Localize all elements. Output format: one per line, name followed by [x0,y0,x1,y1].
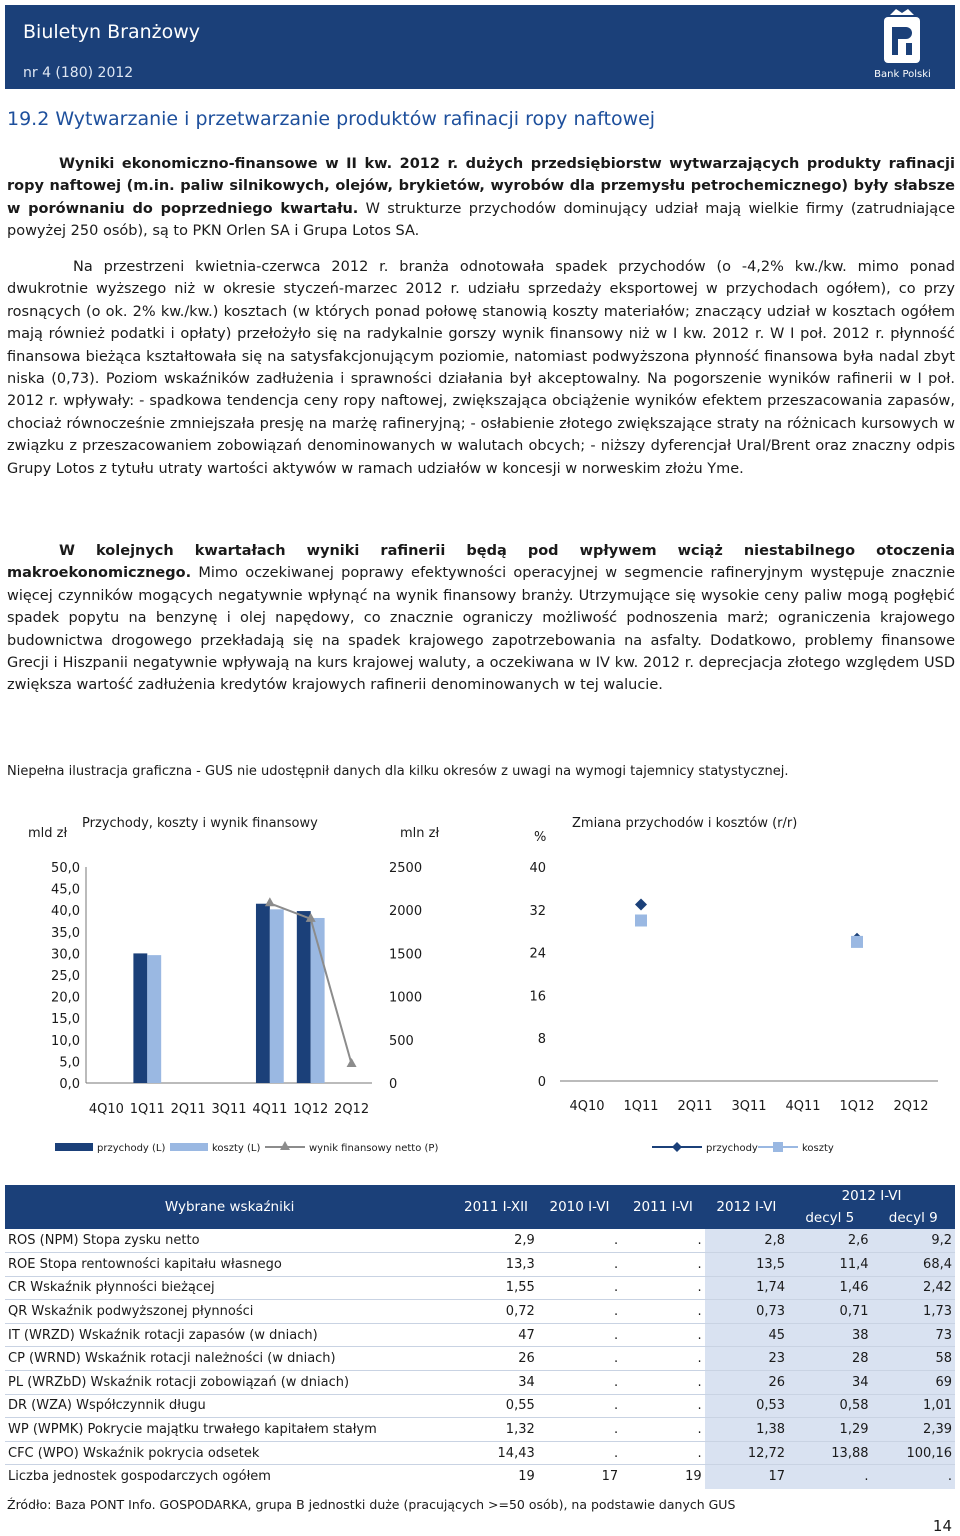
row-value: 2,6 [788,1229,871,1253]
row-value: 0,55 [454,1394,537,1418]
table-row [5,1347,955,1371]
row-value: . [621,1394,704,1418]
row-value: . [538,1300,621,1324]
row-value: . [788,1465,871,1489]
row-value: 68,4 [872,1253,956,1277]
chart1-left-tick: 15,0 [51,1012,80,1028]
legend-cost: koszty (L) [212,1143,261,1154]
paragraph-3-lead: W kolejnych kwartałach wyniki rafinerii będą pod wpływem wciąż niestabilnego otoczenia makroekonomicznego. [7,543,955,582]
row-value: 0,58 [788,1394,871,1418]
row-label: DR (WZA) Współczynnik długu [5,1394,454,1418]
paragraph-1 [7,153,955,243]
legend-revenue: przychody (L) [97,1143,166,1154]
chart1-bar-revenue [256,904,270,1083]
issue-number: nr 4 (180) 2012 [23,65,134,81]
chart2-x-tick: 2Q11 [677,1099,713,1114]
row-value: 34 [788,1371,871,1395]
row-value: 13,3 [454,1253,537,1277]
table-row [5,1418,955,1442]
row-value: 38 [788,1323,871,1347]
chart1-right-tick: 0 [389,1077,398,1092]
table-row [5,1371,955,1395]
chart1-x-tick: 1Q11 [129,1102,165,1117]
row-value: 58 [872,1347,956,1371]
chart1-net-result-point [265,897,275,906]
col-decile-9: decyl 9 [872,1207,956,1229]
chart2-y-tick: 16 [529,989,546,1005]
row-value: 2,42 [872,1276,956,1300]
row-value: 2,9 [454,1229,537,1253]
page-number: 14 [932,1517,952,1535]
row-value: 11,4 [788,1253,871,1277]
chart2-x-tick: 4Q11 [785,1099,821,1114]
col-2011-year: 2011 I-XII [454,1185,537,1229]
row-value: 13,5 [705,1253,788,1277]
row-value: . [621,1441,704,1465]
row-value: 1,46 [788,1276,871,1300]
row-value: 100,16 [872,1441,956,1465]
header-banner [5,5,955,89]
chart2-unit: % [534,830,547,845]
paragraph-3-body: Mimo oczekiwanej poprawy efektywności operacyjnej w segmencie rafineryjnym występuje znacznie więcej czynników mogących negatywnie wpłynąć na wynik finansowy branży. Utrzymujące się wysokie ceny paliw mogą pogłębić spadek popytu na benzynę i olej napędowy, co znacznie ograniczy możliwość podnoszenia marż; ograniczenia krajowego budownictwa drogowego przekładają się na spadek krajowego zapotrzebowania na asfalty. Dodatkowo, problemy finansowe Grecji i Hiszpanii negatywnie wpływają na kurs krajowej waluty, a oczekiwana w IV kw. 2012 r. deprecjacja złotego względem USD zwiększa wartość zadłużenia kredytów krajowych rafinerii denominowanych w tej walucie. [7,565,955,694]
chart1-x-tick: 4Q10 [88,1102,124,1117]
chart1-left-tick: 30,0 [51,947,80,963]
chart1-bar-cost [270,909,284,1083]
row-label: ROE Stopa rentowności kapitału własnego [5,1253,454,1277]
row-value: . [621,1323,704,1347]
row-value: 69 [872,1371,956,1395]
section-title: 19.2 Wytwarzanie i przetwarzanie produktów rafinacji ropy naftowej [7,108,656,130]
col-2010-h1: 2010 I-VI [538,1185,621,1229]
row-value: 73 [872,1323,956,1347]
chart1-right-unit: mln zł [400,826,440,841]
chart1-right-tick: 1500 [389,947,423,963]
legend-revenue: przychody [706,1143,758,1154]
row-value: . [621,1300,704,1324]
chart1-right-tick: 1000 [389,990,423,1006]
col-2012-h1: 2012 I-VI [705,1185,788,1229]
row-value: . [538,1323,621,1347]
legend-revenue-swatch [55,1143,93,1151]
bulletin-title: Biuletyn Branżowy [23,21,201,43]
chart1-x-tick: 3Q11 [211,1102,247,1117]
chart1-right-tick: 2500 [389,861,423,876]
pko-logo-icon [850,5,955,69]
chart2-x-tick: 4Q10 [569,1099,605,1114]
row-value: 0,71 [788,1300,871,1324]
chart2-cost-point [635,915,647,927]
chart1-net-result-point [347,1058,357,1067]
row-value: . [538,1229,621,1253]
chart1-left-tick: 50,0 [51,861,80,876]
table-row [5,1300,955,1324]
chart1-left-tick: 40,0 [51,904,80,920]
row-value: . [538,1394,621,1418]
row-value: 0,72 [454,1300,537,1324]
legend-revenue-marker [672,1142,682,1152]
source-note: Źródło: Baza PONT Info. GOSPODARKA, grupa B jednostki duże (pracujących >=50 osób), na podstawie danych GUS [7,1497,736,1512]
row-value: 1,55 [454,1276,537,1300]
revenue-cost-chart [0,800,480,1170]
chart2-y-tick: 0 [537,1075,546,1090]
row-value: . [538,1418,621,1442]
row-value: . [538,1253,621,1277]
chart1-left-tick: 0,0 [59,1077,80,1092]
chart2-y-tick: 32 [529,903,546,919]
row-label: QR Wskaźnik podwyższonej płynności [5,1300,454,1324]
row-label: CR Wskaźnik płynności bieżącej [5,1276,454,1300]
chart1-right-tick: 500 [389,1033,414,1049]
row-value: 19 [518,1469,535,1485]
paragraph-3 [7,540,955,697]
table-row [5,1229,955,1253]
row-value: 1,74 [705,1276,788,1300]
row-value: 2,39 [872,1418,956,1442]
row-value: 2,8 [705,1229,788,1253]
row-value: . [872,1465,956,1489]
row-label: PL (WRZbD) Wskaźnik rotacji zobowiązań (w dniach) [5,1371,454,1395]
chart1-bar-cost [147,955,161,1083]
bank-logo-text: Bank Polski [874,69,931,80]
paragraph-2: Na przestrzeni kwietnia-czerwca 2012 r. branża odnotowała spadek przychodów (o -4,2% kw./kw. mimo ponad dwukrotnie wyższego niż w okresie styczeń-marzec 2012 r. udziału sprzedaży eksportowej w przychodach ogółem), co przy rosnących (o ok. 2% kw./kw.) kosztach (w których ponad połowę stanowią koszty materiałów; znaczący udział w kosztach ogółem mają również podatki i opłaty) przełożyło się na radykalnie gorszy wynik finansowy niż w I kw. 2012 r. W I poł. 2012 r. płynność finansowa bieżąca kształtowała się na satysfakcjonującym poziomie, natomiast podwyższona płynność finansowa była nadal zbyt niska (0,73). Poziom wskaźników zadłużenia i sprawności działania był akceptowalny. Na pogorszenie wyników rafinerii w I poł. 2012 r. wpływały: - spadkowa tendencja ceny ropy naftowej, zwiększająca obciążenie wyników efektem przeszacowania zapasów, chociaż równocześnie zmniejszała presję na marżę rafineryjną; - osłabienie złotego zwiększające straty na różnicach kursowych w związku z przeszacowaniem zobowiązań denominowanych w walutach obcych; - niższy dyferencjał Ural/Brent oraz znaczny odpis Grupy Lotos z tytułu utraty wartości aktywów w ramach udziałów w koncesji w norweskim złożu Yme. [7,259,955,477]
chart2-y-tick: 8 [537,1032,546,1048]
legend-cost: koszty [802,1143,834,1154]
chart2-y-tick: 40 [529,861,546,876]
row-value: 14,43 [454,1441,537,1465]
legend-cost-marker [773,1142,783,1152]
table-row [5,1441,955,1465]
row-value: . [538,1371,621,1395]
row-value: 1,38 [705,1418,788,1442]
table-row [5,1323,955,1347]
chart1-left-tick: 35,0 [51,925,80,941]
row-label: CFC (WPO) Wskaźnik pokrycia odsetek [5,1441,454,1465]
chart1-left-tick: 20,0 [51,990,80,1006]
chart2-x-tick: 3Q11 [731,1099,767,1114]
change-chart [480,800,960,1170]
chart-note: Niepełna ilustracja graficzna - GUS nie udostępnił danych dla kilku okresów z uwagi na wymogi tajemnicy statystycznej. [7,764,789,779]
chart2-revenue-point [635,898,647,910]
row-value: . [538,1347,621,1371]
chart1-x-tick: 1Q12 [293,1102,329,1117]
row-value: 13,88 [788,1441,871,1465]
chart1-left-tick: 5,0 [59,1055,80,1071]
col-group-2012-h1: 2012 I-VI [788,1185,955,1207]
row-value: 19 [685,1469,702,1485]
chart2-x-tick: 1Q11 [623,1099,659,1114]
row-label: IT (WRZD) Wskaźnik rotacji zapasów (w dniach) [5,1323,454,1347]
row-value: 17 [705,1465,788,1489]
paragraph-1-lead: Wyniki ekonomiczno-finansowe w II kw. 2012 r. dużych przedsiębiorstw wytwarzających produkty rafinacji ropy naftowej (m.in. paliw silnikowych, olejów, brykietów, wyrobów dla przemysłu petrochemicznego) były słabsze w porównaniu do poprzedniego kwartału. [7,156,955,217]
table-header-label: Wybrane wskaźniki [5,1185,454,1229]
row-value: . [621,1229,704,1253]
row-value: 47 [454,1323,537,1347]
legend-net-result-marker [280,1141,290,1150]
chart1-left-unit: mld zł [28,826,68,841]
bank-logo [850,5,955,89]
chart2-x-tick: 1Q12 [839,1099,875,1114]
row-value: . [621,1253,704,1277]
row-value: 1,29 [788,1418,871,1442]
chart1-right-tick: 2000 [389,904,423,920]
row-value: . [538,1441,621,1465]
chart1-title: Przychody, koszty i wynik finansowy [82,816,318,831]
row-value: 9,2 [872,1229,956,1253]
chart1-x-tick: 4Q11 [252,1102,288,1117]
row-value: . [621,1418,704,1442]
chart2-cost-point [851,936,863,948]
row-value: 45 [705,1323,788,1347]
row-value: . [621,1347,704,1371]
table-row [5,1253,955,1277]
paragraph-1-body: W strukturze przychodów dominujący udział mają wielkie firmy (zatrudniające powyżej 250 osób), są to PKN Orlen SA i Grupa Lotos SA. [7,200,955,240]
row-value: 34 [454,1371,537,1395]
row-value: . [538,1276,621,1300]
chart1-left-tick: 25,0 [51,969,80,984]
row-value: 1,73 [872,1300,956,1324]
chart2-y-tick: 24 [529,946,546,962]
row-label: CP (WRND) Wskaźnik rotacji należności (w dniach) [5,1347,454,1371]
row-value: 28 [788,1347,871,1371]
legend-cost-swatch [170,1143,208,1151]
table-row [5,1465,955,1489]
indicators-table [5,1185,955,1489]
col-decile-5: decyl 5 [788,1207,871,1229]
chart1-bar-revenue [133,953,147,1083]
table-row [5,1276,955,1300]
chart1-x-tick: 2Q11 [170,1102,206,1117]
row-value: . [621,1276,704,1300]
chart2-title: Zmiana przychodów i kosztów (r/r) [572,816,798,831]
row-value: 0,73 [705,1300,788,1324]
row-value: 17 [601,1469,619,1485]
row-label: WP (WPMK) Pokrycie majątku trwałego kapitałem stałym [5,1418,454,1442]
row-label: Liczba jednostek gospodarczych ogółem [8,1469,271,1485]
row-value: 26 [705,1371,788,1395]
row-value: 23 [705,1347,788,1371]
chart2-x-tick: 2Q12 [893,1099,929,1114]
chart1-x-tick: 2Q12 [334,1102,370,1117]
chart1-left-tick: 10,0 [51,1033,80,1049]
row-value: 12,72 [705,1441,788,1465]
row-value: 1,01 [872,1394,956,1418]
table-row [5,1394,955,1418]
row-value: 0,53 [705,1394,788,1418]
row-label: ROS (NPM) Stopa zysku netto [5,1229,454,1253]
row-value: . [621,1371,704,1395]
col-2011-h1: 2011 I-VI [621,1185,704,1229]
legend-net-result: wynik finansowy netto (P) [309,1143,439,1154]
row-value: 1,32 [454,1418,537,1442]
chart1-left-tick: 45,0 [51,882,80,898]
chart1-bar-revenue [297,911,311,1083]
row-value: 26 [454,1347,537,1371]
